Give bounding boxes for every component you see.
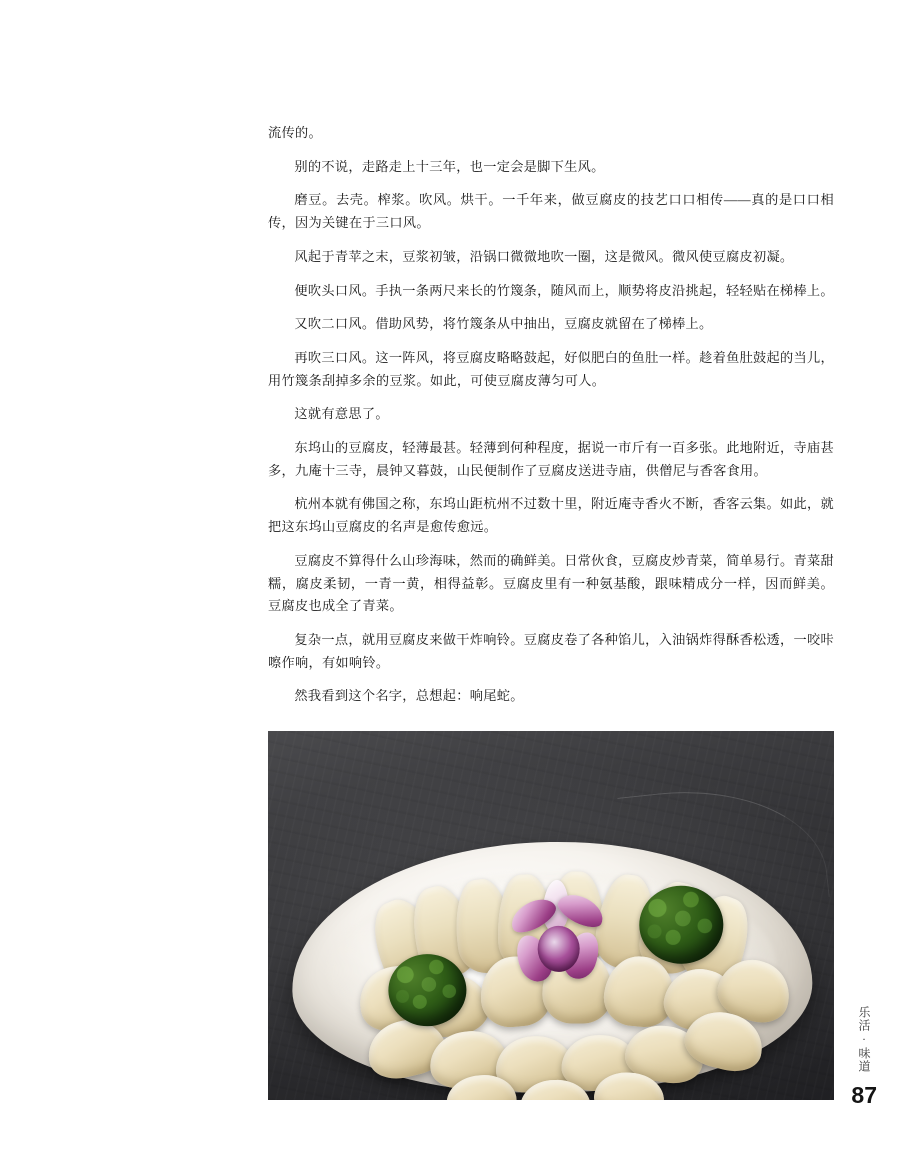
- paragraph: 磨豆。去壳。榨浆。吹风。烘干。一千年来，做豆腐皮的技艺口口相传——真的是口口相传，因为关键在于三口风。: [268, 192, 834, 231]
- running-side-label: 乐活·味道: [857, 1006, 871, 1073]
- food-photograph: [268, 731, 834, 1100]
- paragraph: 别的不说，走路走上十三年，也一定会是脚下生风。: [294, 158, 605, 174]
- paragraph: 这就有意思了。: [294, 406, 389, 422]
- orchid-flower-garnish: [503, 883, 617, 989]
- paragraph: 风起于青苹之末，豆浆初皱，沿锅口微微地吹一圈，这是微风。微风使豆腐皮初凝。: [294, 248, 794, 264]
- paragraph: 再吹三口风。这一阵风，将豆腐皮略略鼓起，好似肥白的鱼肚一样。趁着鱼肚鼓起的当儿，用竹篾条刮掉多余的豆浆。如此，可使豆腐皮薄匀可人。: [268, 349, 834, 388]
- paragraph: 复杂一点，就用豆腐皮来做干炸响铃。豆腐皮卷了各种馅儿，入油锅炸得酥香松透，一咬咔嚓作响，有如响铃。: [268, 631, 834, 670]
- paragraph: 又吹二口风。借助风势，将竹篾条从中抽出，豆腐皮就留在了梯棒上。: [294, 316, 713, 332]
- body-text-column: [268, 122, 834, 719]
- paragraph: 然我看到这个名字，总想起：响尾蛇。: [294, 688, 524, 704]
- page-number: 87: [851, 1082, 877, 1108]
- paragraph: 豆腐皮不算得什么山珍海味，然而的确鲜美。日常伙食，豆腐皮炒青菜，简单易行。青菜甜糯，腐皮柔韧，一青一黄，相得益彰。豆腐皮里有一种氨基酸，跟味精成分一样，因而鲜美。豆腐皮也成全了青菜。: [268, 552, 834, 614]
- paragraph: 杭州本就有佛国之称，东坞山距杭州不过数十里，附近庵寺香火不断，香客云集。如此，就把这东坞山豆腐皮的名声是愈传愈远。: [268, 496, 834, 535]
- paragraph: 便吹头口风。手执一条两尺来长的竹篾条，随风而上，顺势将皮沿挑起，轻轻贴在梯棒上。: [294, 282, 834, 298]
- paragraph: 东坞山的豆腐皮，轻薄最甚。轻薄到何种程度，据说一市斤有一百多张。此地附近，寺庙甚多，九庵十三寺，晨钟又暮鼓，山民便制作了豆腐皮送进寺庙，供僧尼与香客食用。: [268, 440, 834, 478]
- paragraph: 流传的。: [268, 125, 322, 140]
